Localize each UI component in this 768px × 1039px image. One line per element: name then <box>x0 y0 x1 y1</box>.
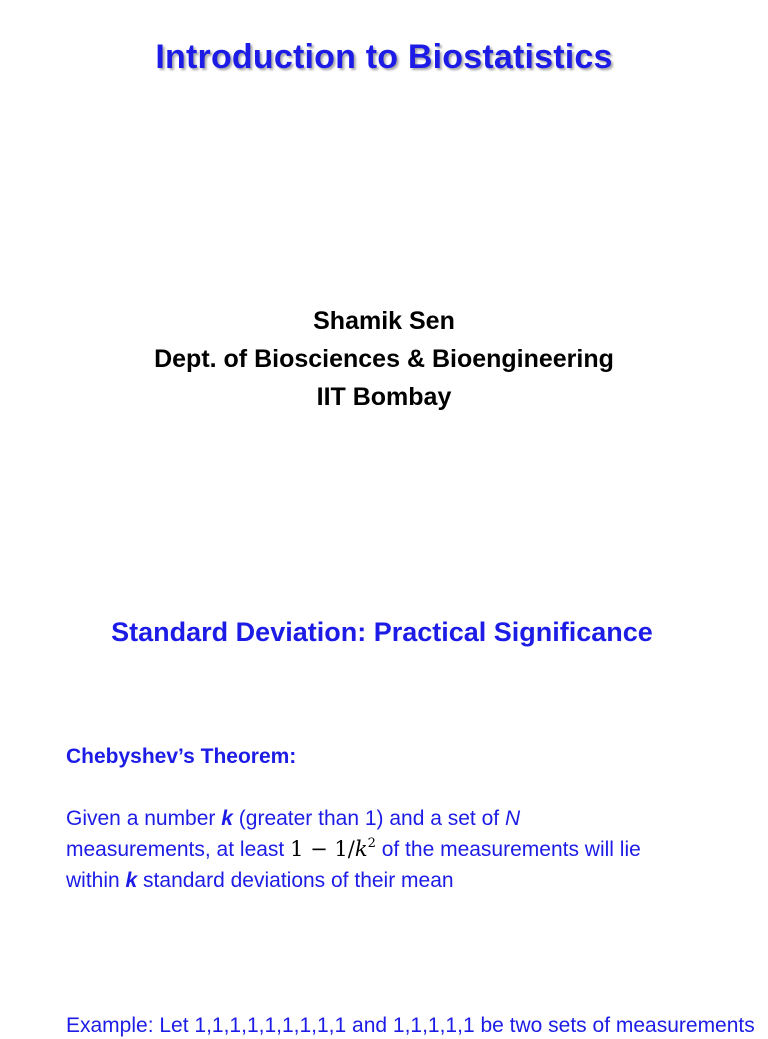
theorem-heading: Chebyshev’s Theorem: <box>66 745 297 768</box>
chebyshev-formula <box>290 837 376 861</box>
variable-k: k <box>221 807 233 830</box>
theorem-statement <box>66 803 746 896</box>
author-name: Shamik Sen <box>313 307 455 335</box>
variable-k: k <box>125 869 138 892</box>
theorem-text-segment: standard deviations of their mean <box>137 869 454 892</box>
cut-off-text: Example: Let 1,1,1,1,1,1,1,1,1 and 1,1,1,1,1 be two sets of measurements <box>66 1014 755 1037</box>
theorem-text-segment: of the measurements will lie <box>375 838 641 861</box>
variable-n: N <box>504 807 521 830</box>
formula-exponent: 2 <box>367 836 376 851</box>
theorem-text-segment: (greater than 1) and a set of <box>232 807 505 830</box>
formula-base: 1 − 1/ <box>290 837 355 861</box>
theorem-text-segment: measurements, at least <box>66 838 291 861</box>
formula-variable: k <box>354 837 368 861</box>
theorem-text-segment: Given a number <box>66 807 222 830</box>
theorem-line-3 <box>66 865 746 896</box>
theorem-line-1 <box>66 803 746 834</box>
theorem-line-2 <box>66 834 746 865</box>
slide-title: Introduction to Biostatistics <box>155 38 613 76</box>
author-department: Dept. of Biosciences & Bioengineering <box>154 345 614 373</box>
section-title: Standard Deviation: Practical Significance <box>111 617 653 647</box>
theorem-text-segment: within <box>66 869 126 892</box>
cut-off-text-line <box>66 1011 755 1037</box>
author-info <box>0 302 768 416</box>
author-institute: IIT Bombay <box>316 383 452 411</box>
